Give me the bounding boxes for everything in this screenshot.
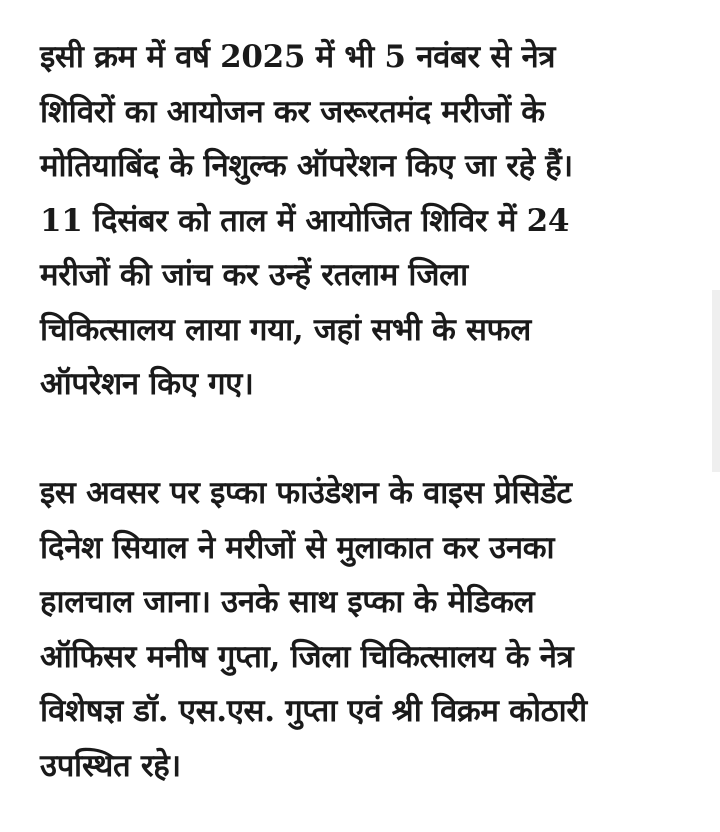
text-line: शिविरों का आयोजन कर जरूरतमंद मरीजों के (40, 93, 545, 130)
scrollbar-thumb[interactable] (712, 290, 720, 472)
article-body (40, 30, 700, 793)
text-line: इस अवसर पर इप्का फाउंडेशन के वाइस प्रेसिडेंट (40, 475, 572, 511)
text-line: ऑफिसर मनीष गुप्ता, जिला चिकित्सालय के नेत्र (40, 638, 574, 675)
paragraph-spacer (40, 412, 700, 467)
text-line: विशेषज्ञ डॉ. एस.एस. गुप्ता एवं श्री विक्रम कोठारी (40, 693, 587, 729)
text-line: ऑपरेशन किए गए। (40, 366, 254, 402)
text-line: दिनेश सियाल ने मरीजों से मुलाकात कर उनका (40, 529, 555, 566)
text-line: मरीजों की जांच कर उन्हें रतलाम जिला (40, 257, 468, 293)
text-line: इसी क्रम में वर्ष 2025 में भी 5 नवंबर से नेत्र (40, 39, 556, 75)
text-line: चिकित्सालय लाया गया, जहां सभी के सफल (40, 311, 531, 348)
paragraph-2 (40, 466, 700, 793)
text-line: उपस्थित रहे। (40, 747, 181, 784)
text-line: हालचाल जाना। उनके साथ इप्का के मेडिकल (40, 584, 535, 620)
text-line: मोतियाबिंद के निशुल्क ऑपरेशन किए जा रहे हैं। (40, 148, 573, 184)
text-line: 11 दिसंबर को ताल में आयोजित शिविर में 24 (40, 202, 570, 239)
paragraph-1 (40, 30, 700, 412)
